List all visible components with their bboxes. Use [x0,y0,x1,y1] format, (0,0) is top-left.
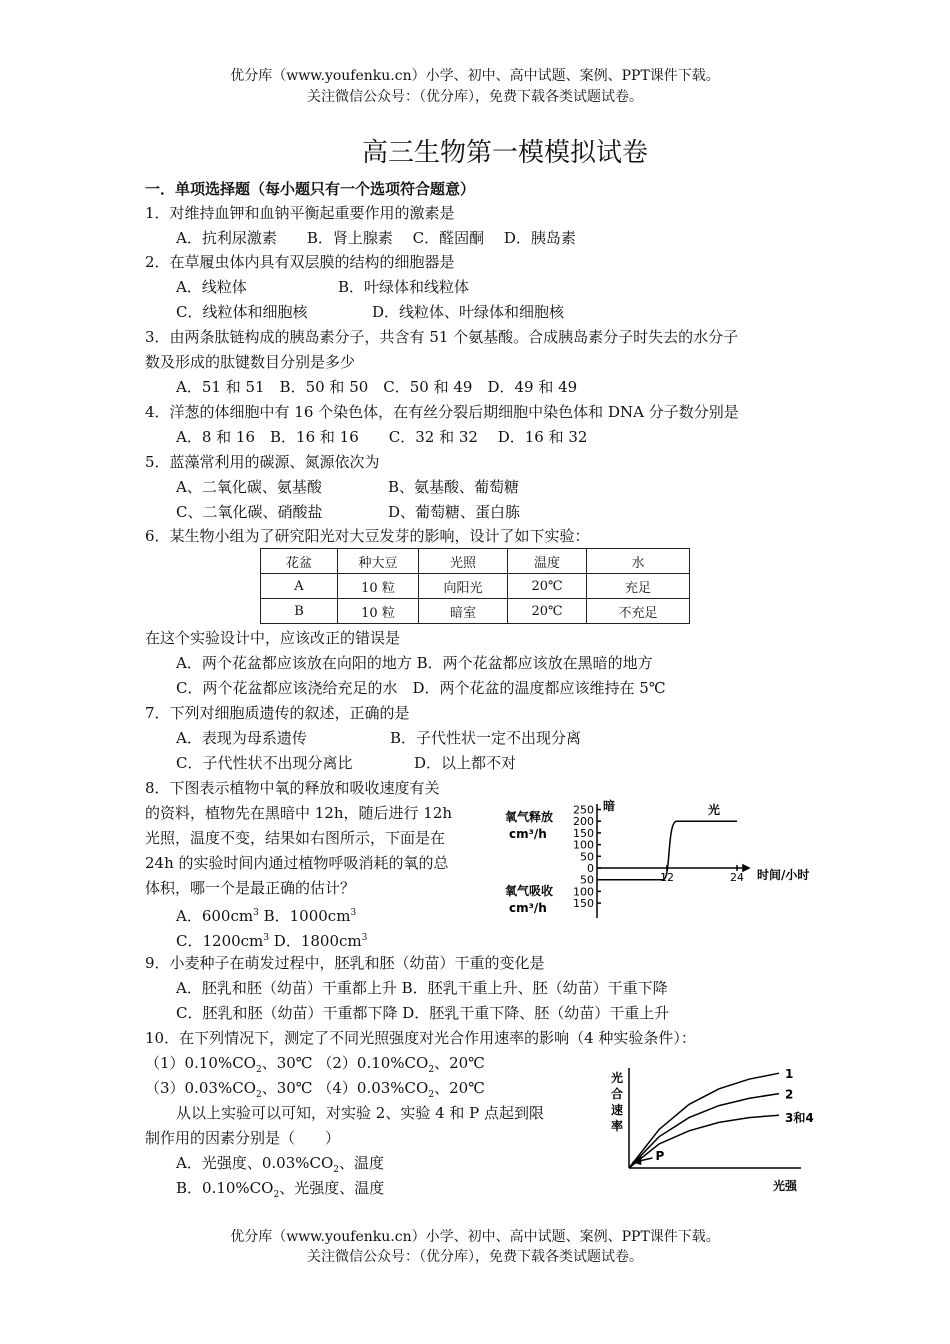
q5-option-c: C、二氧化碳、硝酸盐 [176,503,323,521]
q7-option-b: B．子代性状一定不出现分离 [390,729,582,747]
superscript: 3 [361,933,368,943]
series-line-2 [629,1094,779,1168]
series-label-3和4: 3和4 [785,1111,814,1126]
table-header: 花盆 [261,549,338,574]
q10-line-2: 制作用的因素分别是（ ） [145,1129,341,1147]
subscript: 2 [255,1090,262,1100]
q8-line-1: 8．下图表示植物中氧的释放和吸收速度有关 [145,779,440,797]
q10-stem: 10．在下列情况下，测定了不同光照强度对光合作用速率的影响（4 种实验条件）： [145,1029,696,1047]
q4-stem: 4．洋葱的体细胞中有 16 个染色体，在有丝分裂后期细胞中染色体和 DNA 分子数分别是 [145,403,739,421]
y-tick-label: 50 [580,850,594,864]
q5-stem: 5．蓝藻常利用的碳源、氮源依次为 [145,453,380,471]
q2-option-c: C．线粒体和细胞核 [176,303,308,321]
point-label-p: P [655,1149,665,1163]
subscript: 2 [428,1065,435,1075]
option-b-text: B．0.10%CO [176,1179,274,1197]
oxygen-chart [505,798,835,928]
condition-4-temp: 、20℃ [434,1079,485,1097]
q9-options-ab: A．胚乳和胚（幼苗）干重都上升 B．胚乳干重上升、胚（幼苗）干重下降 [176,979,668,997]
superscript: 3 [263,933,270,943]
condition-1: （1）0.10%CO [145,1054,256,1072]
table-header: 光照 [419,549,508,574]
superscript: 3 [253,908,259,918]
subscript: 2 [333,1165,339,1175]
y-tick-label: 200 [573,815,594,829]
condition-2-temp: 、20℃ [434,1054,485,1072]
option-a-text: A．光强度、0.03%CO [176,1154,334,1172]
table-header: 温度 [508,549,587,574]
x-tick-label: 12 [660,871,674,884]
q3-stem-2: 数及形成的肽键数目分别是多少 [145,353,356,371]
q7-option-c: C．子代性状不出现分离比 [176,754,353,772]
q6-after: 在这个实验设计中，应该改正的错误是 [145,629,401,647]
q10-conditions-1 [145,1053,485,1080]
series-label-1: 1 [785,1067,794,1082]
q2-option-d: D．线粒体、叶绿体和细胞核 [372,303,565,321]
table-cell: 暗室 [419,599,508,624]
q8-options-ab [176,903,356,926]
q7-option-a: A．表现为母系遗传 [176,729,307,747]
y-tick-label: 100 [573,885,594,899]
x-axis-label: 光强 [773,1179,798,1193]
q8-line-5: 体积，哪一个是最正确的估计？ [145,879,356,897]
y-label-char: 速 [611,1103,624,1117]
header-line-1: 优分库（www.youfenku.cn）小学、初中、高中试题、案例、PPT课件下载。 [230,68,720,84]
table-cell: B [261,599,338,624]
q6-stem: 6．某生物小组为了研究阳光对大豆发芽的影响，设计了如下实验： [145,527,590,545]
y-tick-label: 150 [573,897,594,911]
table-cell: 向阳光 [419,574,508,599]
y-label-release-unit: cm³/h [509,827,547,841]
q1-options: A．抗利尿激素 B．肾上腺素 C．醛固酮 D．胰岛素 [176,229,576,247]
y-label-char: 率 [611,1119,624,1133]
table-header-row [261,549,690,574]
series-line-3和4 [629,1115,779,1168]
subscript: 2 [428,1090,435,1100]
q8-option-c: C．1200cm [176,932,264,950]
q7-option-d: D．以上都不对 [414,754,517,772]
q5-option-a: A、二氧化碳、氨基酸 [176,478,322,496]
y-tick-label: 150 [573,826,594,840]
q6-options-ab: A．两个花盆都应该放在向阳的地方 B．两个花盆都应该放在黑暗的地方 [176,654,653,672]
q8-option-a: A．600cm [176,907,254,925]
y-label-absorb-unit: cm³/h [509,901,547,915]
q8-options-cd [176,928,367,951]
table-cell: 20℃ [508,574,587,599]
q8-line-4: 24h 的实验时间内通过植物呼吸消耗的氧的总 [145,854,449,872]
q6-options-cd: C．两个花盆都应该浇给充足的水 D．两个花盆的温度都应该维持在 5℃ [176,679,666,697]
q10-option-a [176,1153,384,1180]
footer-line-1: 优分库（www.youfenku.cn）小学、初中、高中试题、案例、PPT课件下载。 [230,1229,720,1245]
q8-option-d: D．1800cm [273,932,362,950]
table-header: 水 [587,549,690,574]
y-label-release: 氧气释放 [505,810,554,824]
subscript: 2 [255,1065,262,1075]
region-label-light: 光 [708,803,721,817]
y-label-char: 光 [611,1071,624,1085]
table-cell: 10 粒 [338,599,419,624]
table-header: 种大豆 [338,549,419,574]
x-tick-label: 24 [730,871,744,884]
table-cell: 充足 [587,574,690,599]
q7-stem: 7．下列对细胞质遗传的叙述，正确的是 [145,704,410,722]
q2-option-b: B．叶绿体和线粒体 [338,278,470,296]
x-axis-label: 时间/小时 [757,868,810,882]
q4-options: A．8 和 16 B．16 和 16 C．32 和 32 D．16 和 32 [176,428,588,446]
y-label-char: 合 [611,1087,624,1101]
photosynthesis-chart [605,1062,820,1194]
q5-option-d: D、葡萄糖、蛋白胨 [388,503,521,521]
superscript: 3 [350,908,357,918]
condition-4: 、30℃ （4）0.03%CO [261,1079,429,1097]
q2-stem: 2．在草履虫体内具有双层膜的结构的细胞器是 [145,253,455,271]
q8-line-2: 的资料，植物先在黑暗中 12h，随后进行 12h [145,804,453,822]
option-b-text-2: 、光强度、温度 [279,1179,385,1197]
q8-line-3: 光照，温度不变，结果如右图所示，下面是在 [145,829,446,847]
y-tick-label: 50 [580,873,594,887]
q9-options-cd: C．胚乳和胚（幼苗）干重都下降 D．胚乳干重下降、胚（幼苗）干重上升 [176,1004,670,1022]
q2-option-a: A．线粒体 [176,278,247,296]
series-line-1 [629,1073,779,1168]
y-label-absorb: 氧气吸收 [505,884,554,898]
table-cell: 10 粒 [338,574,419,599]
footer-line-2: 关注微信公众号：（优分库），免费下载各类试题试卷。 [307,1249,643,1265]
y-tick-label: 0 [587,862,594,875]
table-cell: 不充足 [587,599,690,624]
table-cell: 20℃ [508,599,587,624]
q10-option-b [176,1178,384,1205]
q1-stem: 1．对维持血钾和血钠平衡起重要作用的激素是 [145,204,455,222]
q8-option-b: B．1000cm [263,907,351,925]
q5-option-b: B、氨基酸、葡萄糖 [388,478,520,496]
section-heading: 一．单项选择题（每小题只有一个选项符合题意） [145,180,476,198]
y-tick-label: 250 [573,803,594,817]
table-cell: A [261,574,338,599]
header-line-2: 关注微信公众号：（优分库），免费下载各类试题试卷。 [307,89,643,105]
series-label-2: 2 [785,1087,794,1102]
table-row [261,574,690,599]
experiment-table [260,548,690,624]
q9-stem: 9．小麦种子在萌发过程中，胚乳和胚（幼苗）干重的变化是 [145,954,545,972]
option-a-text-2: 、温度 [339,1154,385,1172]
q3-options: A．51 和 51 B．50 和 50 C．50 和 49 D．49 和 49 [176,378,578,396]
q10-conditions-2 [145,1078,485,1105]
q10-line-1: 从以上实验可以可知，对实验 2、实验 4 和 P 点起到限 [176,1104,545,1122]
region-label-dark: 暗 [603,799,616,813]
condition-2: 、30℃ （2）0.10%CO [261,1054,429,1072]
y-tick-label: 100 [573,838,594,852]
q3-stem-1: 3．由两条肽链构成的胰岛素分子，共含有 51 个氨基酸。合成胰岛素分子时失去的水分子 [145,328,739,346]
page-title: 高三生物第一模模拟试卷 [361,138,648,168]
subscript: 2 [273,1190,280,1200]
condition-3: （3）0.03%CO [145,1079,256,1097]
table-row [261,599,690,624]
